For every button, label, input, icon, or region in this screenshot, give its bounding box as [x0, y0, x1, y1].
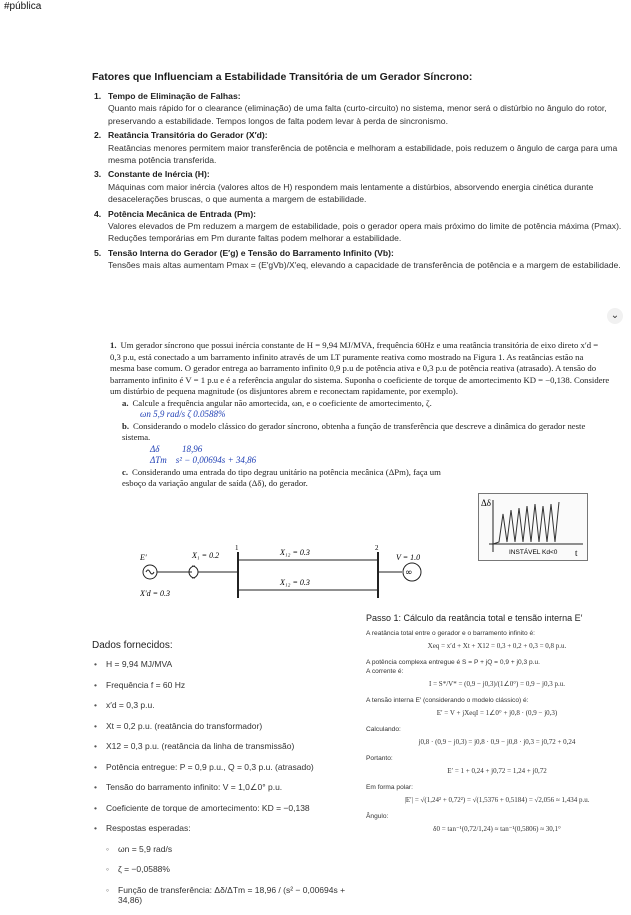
factor-title: Constante de Inércia (H):: [108, 169, 210, 180]
given-item: • X12 = 0,3 p.u. (reatância da linha de transmissão): [92, 741, 362, 751]
step-line: A potência complexa entregue é S = P + jQ = 0,9 + j0,3 p.u.: [366, 659, 540, 666]
sketch-ylabel: Δδ: [481, 498, 492, 508]
given-item: • x′d = 0,3 p.u.: [92, 700, 362, 710]
step-equation: δ0 = tan⁻¹(0,72/1,24) ≈ tan⁻¹(0,5806) ≈ 30,1°: [433, 825, 561, 833]
solution-step-1: [366, 614, 628, 841]
given-item: • Respostas esperadas:: [92, 823, 362, 833]
factor-title: Reatância Transitória do Gerador (X′d):: [108, 130, 268, 141]
factor-title: Potência Mecânica de Entrada (Pm):: [108, 208, 257, 219]
circuit-e-label: E′: [140, 553, 147, 562]
given-item: • Frequência f = 60 Hz: [92, 680, 362, 690]
circuit-x12a-label: X₁₂ = 0.3: [280, 548, 310, 557]
sketch-drawing: [479, 494, 587, 560]
factor-item: 5. Tensão Interna do Gerador (E′g) e Tensão do Barramento Infinito (Vb): Tensões mais altas aumentam Pmax = (E′gVb)/X′eq, elevando a capacidade de transferência de potência e a margem de estabilidade.: [94, 247, 631, 272]
factor-desc: Valores elevados de Pm reduzem a margem de estabilidade, pois o gerador opera mais próximo do limite de potência máxima (Pmax). Reduções temporárias em Pm durante faltas podem melhorar a estabilidade.: [108, 221, 622, 244]
question-c: c. Considerando uma entrada do tipo degrau unitário na potência mecânica (ΔPm), faça um esboço da variação angular de saída (Δδ), do gerador.: [122, 466, 441, 488]
given-item: • Tensão do barramento infinito: V = 1,0∠0° p.u.: [92, 782, 362, 792]
given-subitem: ◦ ωn = 5,9 rad/s: [92, 844, 362, 854]
step-equation: E′ = 1 + 0,24 + j0,72 = 1,24 + j0,72: [447, 767, 547, 775]
circuit-x1-label: X₁ = 0.2: [192, 551, 220, 560]
step-equation: |E′| = √(1,24² + 0,72²) = √(1,5376 + 0,5184) = √2,056 ≈ 1,434 p.u.: [404, 796, 590, 804]
circuit-x12b-label: X₁₂ = 0.3: [280, 578, 310, 587]
given-item: • Potência entregue: P = 0,9 p.u., Q = 0,3 p.u. (atrasado): [92, 762, 362, 772]
given-subitem: ◦ ζ = −0,0588%: [92, 864, 362, 874]
factor-desc: Quanto mais rápido for o clearance (eliminação) de uma falta (curto-circuito) no sistema, menor será o distúrbio no ângulo do rotor, preservando a estabilidade. Tempos longos de falta podem levar à perda de sincronismo.: [108, 103, 607, 126]
factor-desc: Tensões mais altas aumentam Pmax = (E′gVb)/X′eq, elevando a capacidade de transferência de potência e a margem de estabilidade.: [108, 260, 621, 271]
factors-heading: Fatores que Influenciam a Estabilidade Transitória de um Gerador Síncrono:: [92, 71, 473, 83]
step-line: A corrente é:: [366, 668, 404, 675]
step-line: A tensão interna E′ (considerando o modelo clássico) é:: [366, 697, 529, 704]
sketch-xlabel: t: [575, 548, 578, 558]
factor-item: 4. Potência Mecânica de Entrada (Pm): Valores elevados de Pm reduzem a margem de estabilidade, pois o gerador opera mais próximo do limite de potência máxima (Pmax). Reduções temporárias em Pm durante faltas podem melhorar a estabilidade.: [94, 208, 631, 245]
answer-b-denominator: ΔTm s² − 0,00694s + 34,86: [150, 455, 257, 465]
factor-desc: Reatâncias menores permitem maior transferência de potência e melhoram a estabilidade, pois reduzem o ângulo de carga para uma mesma potência transferida.: [108, 142, 618, 166]
factor-desc: Máquinas com maior inércia (valores altos de H) respondem mais lentamente a distúrbios, absorvendo energia cinética durante desacelerações bruscas, o que aumenta a margem de estabilidade.: [108, 181, 594, 205]
step-line: Calculando:: [366, 726, 401, 733]
factor-item: 3. Constante de Inércia (H): Máquinas com maior inércia (valores altos de H) respondem mais lentamente a distúrbios, absorvendo energia cinética durante desacelerações bruscas, o que aumenta a margem de estabilidade.: [94, 168, 631, 205]
step-line: Portanto:: [366, 755, 393, 762]
circuit-bus2: 2: [375, 544, 379, 552]
question-block: [110, 340, 610, 490]
given-data: [92, 640, 362, 915]
step-equation: I = S*/V* = (0,9 − j0,3)/(1∠0°) = 0,9 − j0,3 p.u.: [429, 680, 565, 688]
step-title: Passo 1: Cálculo da reatância total e tensão interna E′: [366, 613, 583, 623]
response-sketch: [478, 493, 588, 561]
given-subitem: ◦ Função de transferência: Δδ/ΔTm = 18,96 / (s² − 0,00694s + 34,86): [92, 885, 362, 905]
given-item: • H = 9,94 MJ/MVA: [92, 659, 362, 669]
factor-item: 1. Tempo de Eliminação de Falhas: Quanto mais rápido for o clearance (eliminação) de uma falta (curto-circuito) no sistema, menor será o distúrbio no ângulo do rotor, preservando a estabilidade. Tempos longos de falta podem levar à perda de sincronismo.: [94, 90, 631, 127]
given-title: Dados fornecidos:: [92, 640, 173, 651]
svg-text:∞: ∞: [405, 568, 413, 578]
public-tag: #pública: [4, 1, 42, 12]
circuit-drawing: [140, 540, 440, 615]
question-b: b. Considerando o modelo clássico do gerador síncrono, obtenha a função de transferência que descreve a dinâmica do gerador neste sistema.: [122, 420, 586, 442]
question-a: a. Calcule a frequência angular não amortecida, ωn, e o coeficiente de amortecimento, ζ.: [122, 397, 432, 408]
factor-title: Tempo de Eliminação de Falhas:: [108, 91, 241, 101]
factor-item: 2. Reatância Transitória do Gerador (X′d): Reatâncias menores permitem maior transferência de potência e melhoram a estabilidade, pois reduzem o ângulo de carga para uma mesma potência transferida.: [94, 129, 631, 166]
answer-a: ωn 5,9 rad/s ζ 0.0588%: [140, 409, 226, 419]
step-line: Em forma polar:: [366, 784, 413, 791]
circuit-xd-label: X′d = 0.3: [140, 589, 171, 598]
sketch-note: INSTÁVEL Kd<0: [509, 549, 558, 556]
step-equation: E′ = V + jXeqI = 1∠0° + j0,8 · (0,9 − j0,3): [436, 709, 558, 717]
circuit-v-label: V = 1.0: [396, 553, 421, 562]
answer-b-numerator: Δδ 18,96: [150, 443, 203, 454]
factors-list: [94, 90, 631, 274]
chevron-down-icon[interactable]: ⌄: [607, 308, 623, 324]
factor-title: Tensão Interna do Gerador (E′g) e Tensão do Barramento Infinito (Vb):: [108, 247, 394, 258]
step-equation: Xeq = x′d + Xt + X12 = 0,3 + 0,2 + 0,3 = 0,8 p.u.: [427, 642, 567, 650]
question-text: 1. Um gerador síncrono que possui inércia constante de H = 9,94 MJ/MVA, frequência 60Hz e uma reatância transitória de eixo direto x′d = 0,3 p.u, está conectado a um barramento infinito através de um LT puramente reativa como mostrado na Figura 1. As reatâncias estão na mesma base comum. O gerador entrega ao barramento infinito 0,9 p.u de potência ativa e 0,3 p.u de potência reativa (atrasado). A tensão do barramento infinito é V = 1 p.u e é a referência angular do sistema. Suponha o coeficiente de torque de amortecimento KD = −0,138. Considere um distúrbio de pequena magnitude (os disjuntores abrem e reconectam rapidamente, por exemplo).: [110, 340, 610, 396]
step-equation: j0,8 · (0,9 − j0,3) = j0,8 · 0,9 − j0,8 · j0,3 = j0,72 + 0,24: [418, 738, 576, 746]
circuit-bus1: 1: [235, 544, 239, 552]
step-line: Ângulo:: [366, 813, 389, 820]
given-item: • Coeficiente de torque de amortecimento: KD = −0,138: [92, 803, 362, 813]
given-item: • Xt = 0,2 p.u. (reatância do transformador): [92, 721, 362, 731]
circuit-diagram: [140, 540, 440, 615]
step-line: A reatância total entre o gerador e o barramento infinito é:: [366, 630, 535, 637]
given-list: [92, 659, 362, 905]
